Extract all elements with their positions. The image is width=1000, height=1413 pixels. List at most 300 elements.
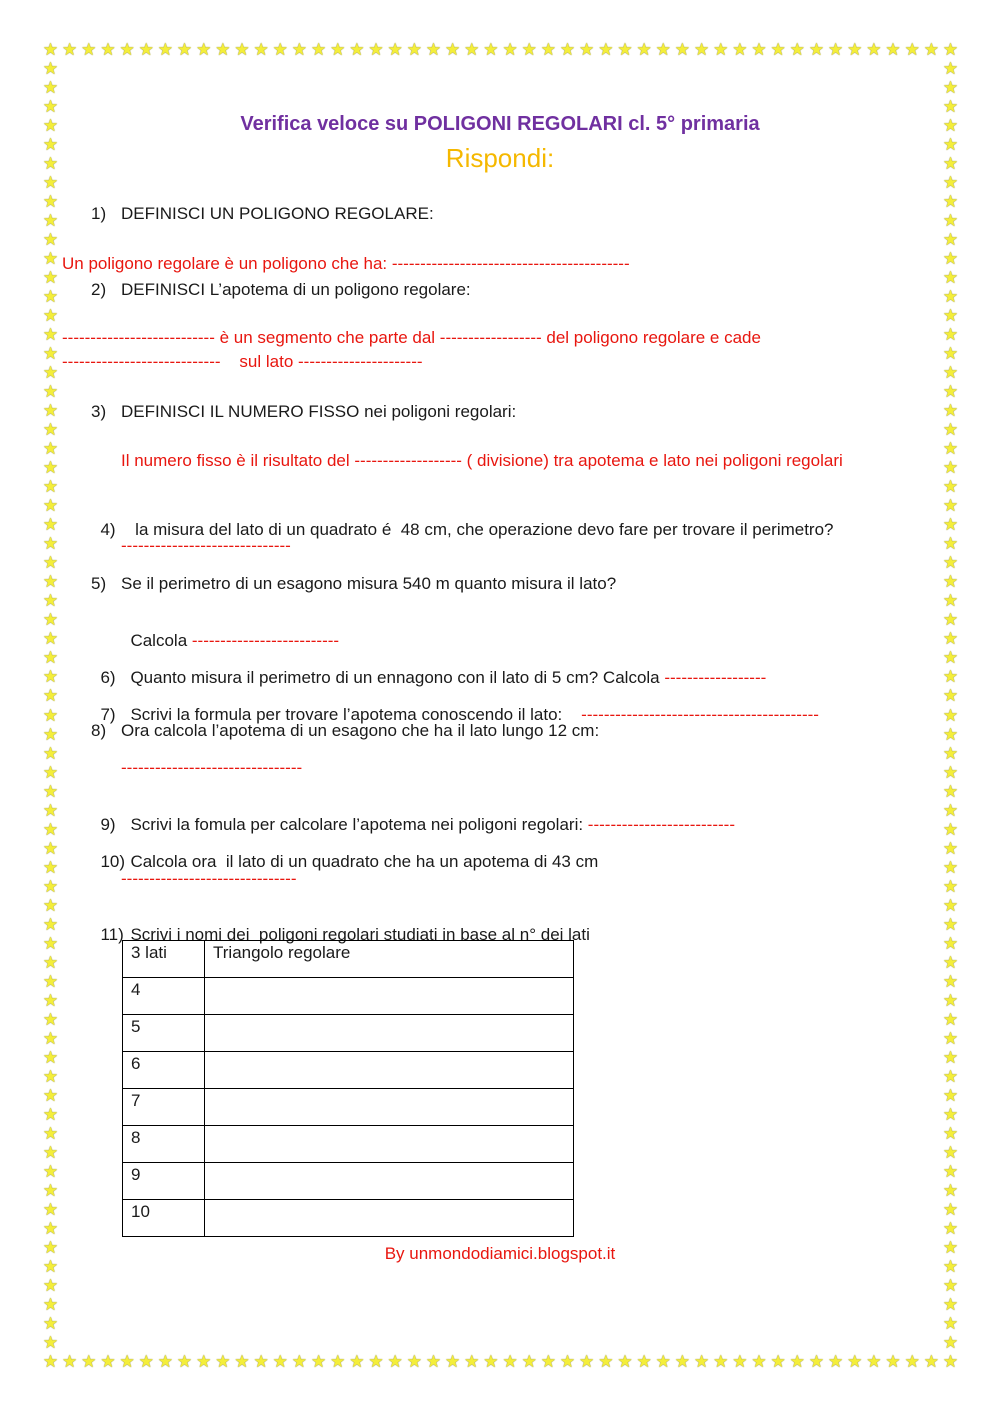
star-icon: ★	[42, 1352, 59, 1371]
answer-8[interactable]: --------------------------------	[121, 758, 303, 777]
star-icon: ★	[942, 819, 959, 839]
star-icon: ★	[42, 287, 59, 307]
answer-3[interactable]: Il numero fisso è il risultato del ------------------- ( divisione) tra apotema e lato nei poligoni regolari	[121, 451, 843, 470]
footer-credit: By unmondodiamici.blogspot.it	[384, 1244, 616, 1263]
star-icon: ★	[502, 40, 518, 59]
star-icon: ★	[42, 1256, 59, 1276]
star-icon: ★	[942, 1237, 959, 1257]
star-icon: ★	[540, 1352, 556, 1371]
star-icon: ★	[942, 1142, 959, 1162]
page-title: Verifica veloce su POLIGONI REGOLARI cl. 5° primaria	[240, 113, 760, 135]
star-icon: ★	[579, 40, 595, 59]
star-icon: ★	[942, 743, 959, 763]
star-icon: ★	[42, 781, 59, 801]
star-icon: ★	[942, 971, 959, 991]
star-icon: ★	[808, 40, 825, 59]
star-icon: ★	[942, 1085, 959, 1105]
star-icon: ★	[693, 1352, 710, 1371]
table-row	[123, 941, 574, 978]
star-icon: ★	[42, 1085, 59, 1105]
sides-cell: 5	[123, 1015, 205, 1052]
star-icon: ★	[42, 705, 59, 725]
star-icon: ★	[42, 439, 59, 459]
star-icon: ★	[636, 40, 652, 59]
star-icon: ★	[942, 591, 959, 611]
star-icon: ★	[942, 876, 959, 896]
star-icon: ★	[310, 40, 327, 59]
star-icon: ★	[196, 40, 212, 59]
question-number: 4)	[100, 520, 116, 539]
question-6	[91, 648, 766, 688]
star-icon: ★	[42, 325, 59, 345]
star-icon: ★	[81, 1352, 97, 1371]
table-row	[123, 1200, 574, 1237]
star-icon: ★	[42, 1218, 59, 1238]
question-2	[91, 280, 471, 300]
star-icon: ★	[942, 553, 959, 573]
star-icon: ★	[674, 40, 691, 59]
star-icon: ★	[617, 1352, 633, 1371]
star-icon: ★	[655, 40, 671, 59]
star-icon: ★	[713, 1352, 729, 1371]
star-icon: ★	[42, 553, 59, 573]
star-icon: ★	[502, 1352, 518, 1371]
star-icon: ★	[598, 1352, 614, 1371]
star-icon: ★	[215, 40, 231, 59]
answer-1[interactable]: Un poligono regolare è un poligono che ha: ------------------------------------------	[62, 254, 630, 273]
star-icon: ★	[42, 515, 59, 535]
star-icon: ★	[406, 40, 422, 59]
star-icon: ★	[751, 40, 767, 59]
star-icon: ★	[942, 781, 959, 801]
polygons-table	[122, 940, 574, 1237]
star-icon: ★	[42, 534, 59, 554]
star-icon: ★	[42, 914, 59, 934]
star-icon: ★	[330, 40, 346, 59]
star-icon: ★	[827, 1352, 844, 1371]
star-icon: ★	[942, 667, 959, 687]
question-number: 10)	[100, 852, 126, 871]
star-icon: ★	[942, 629, 959, 649]
star-icon: ★	[770, 1352, 786, 1371]
star-icon: ★	[42, 1009, 59, 1029]
star-icon: ★	[42, 97, 59, 117]
star-icon: ★	[42, 838, 59, 858]
star-icon: ★	[42, 40, 59, 59]
star-icon: ★	[368, 1352, 384, 1371]
star-icon: ★	[942, 1256, 959, 1276]
star-icon: ★	[942, 1066, 959, 1086]
star-icon: ★	[713, 40, 729, 59]
question-text: Se il perimetro di un esagono misura 540 m quanto misura il lato?	[121, 574, 617, 593]
table-row	[123, 978, 574, 1015]
star-icon: ★	[923, 1352, 939, 1371]
star-icon: ★	[617, 40, 633, 59]
question-number: 7)	[100, 705, 116, 724]
star-icon: ★	[942, 1332, 959, 1352]
answer-2-line-2[interactable]: ---------------------------- sul lato ----------------------	[62, 352, 423, 371]
question-7	[91, 685, 819, 725]
star-icon: ★	[827, 40, 844, 59]
star-icon: ★	[42, 135, 59, 155]
star-icon: ★	[904, 1352, 920, 1371]
star-icon: ★	[942, 154, 959, 174]
star-icon: ★	[42, 363, 59, 383]
star-icon: ★	[42, 420, 59, 440]
star-icon: ★	[942, 1180, 959, 1200]
star-icon: ★	[942, 857, 959, 877]
star-icon: ★	[942, 724, 959, 744]
star-icon: ★	[42, 116, 59, 136]
star-icon: ★	[942, 268, 959, 288]
star-icon: ★	[942, 135, 959, 155]
star-icon: ★	[942, 230, 959, 250]
star-icon: ★	[751, 1352, 767, 1371]
star-icon: ★	[100, 40, 116, 59]
star-icon: ★	[942, 1199, 959, 1219]
star-icon: ★	[42, 1142, 59, 1162]
table-row	[123, 1163, 574, 1200]
star-icon: ★	[866, 40, 882, 59]
star-icon: ★	[942, 1009, 959, 1029]
table-row	[123, 1089, 574, 1126]
star-icon: ★	[636, 1352, 652, 1371]
answer-5[interactable]: --------------------------	[191, 631, 340, 650]
star-icon: ★	[942, 78, 959, 98]
star-icon: ★	[387, 40, 403, 59]
star-icon: ★	[42, 895, 59, 915]
star-icon: ★	[942, 116, 959, 136]
star-icon: ★	[866, 1352, 882, 1371]
star-icon: ★	[42, 990, 59, 1010]
star-icon: ★	[942, 1047, 959, 1067]
star-icon: ★	[42, 857, 59, 877]
star-icon: ★	[693, 40, 710, 59]
star-icon: ★	[732, 40, 748, 59]
question-text: la misura del lato di un quadrato é 48 cm, che operazione devo fare per trovare il perimetro?	[130, 520, 834, 539]
star-icon: ★	[42, 876, 59, 896]
name-cell[interactable]	[205, 1015, 574, 1052]
star-icon: ★	[425, 1352, 442, 1371]
table-row	[123, 1015, 574, 1052]
star-icon: ★	[942, 534, 959, 554]
star-icon: ★	[942, 59, 959, 78]
star-icon: ★	[349, 1352, 365, 1371]
star-icon: ★	[291, 40, 308, 59]
question-number: 8)	[91, 721, 107, 740]
answer-4[interactable]: ------------------------------	[121, 536, 291, 555]
star-icon: ★	[42, 1123, 59, 1143]
star-icon: ★	[234, 40, 250, 59]
question-text: Calcola ora il lato di un quadrato che ha un apotema di 43 cm	[130, 852, 599, 871]
star-icon: ★	[942, 1352, 959, 1371]
star-icon: ★	[42, 173, 59, 193]
star-icon: ★	[42, 401, 59, 421]
question-4	[91, 500, 834, 540]
question-1	[91, 204, 434, 224]
star-icon: ★	[847, 1352, 863, 1371]
star-icon: ★	[885, 1352, 901, 1371]
star-icon: ★	[847, 40, 863, 59]
star-icon: ★	[540, 40, 556, 59]
star-icon: ★	[942, 211, 959, 231]
star-icon: ★	[176, 40, 193, 59]
star-icon: ★	[42, 629, 59, 649]
star-icon: ★	[42, 724, 59, 744]
star-icon: ★	[942, 515, 959, 535]
question-number: 1)	[91, 204, 107, 223]
star-icon: ★	[253, 40, 269, 59]
star-icon: ★	[464, 40, 480, 59]
star-icon: ★	[942, 1294, 959, 1314]
sides-cell: 6	[123, 1052, 205, 1089]
star-icon: ★	[942, 648, 959, 668]
question-number: 5)	[91, 574, 107, 593]
star-icon: ★	[42, 819, 59, 839]
star-icon: ★	[942, 382, 959, 402]
star-icon: ★	[559, 40, 576, 59]
star-icon: ★	[942, 173, 959, 193]
star-icon: ★	[885, 40, 901, 59]
star-icon: ★	[789, 1352, 805, 1371]
star-icon: ★	[42, 686, 59, 706]
star-icon: ★	[904, 40, 920, 59]
star-icon: ★	[138, 1352, 154, 1371]
star-icon: ★	[42, 249, 59, 269]
star-icon: ★	[942, 97, 959, 117]
star-icon: ★	[942, 363, 959, 383]
star-icon: ★	[770, 40, 786, 59]
star-icon: ★	[942, 838, 959, 858]
star-icon: ★	[42, 477, 59, 497]
question-number: 9)	[100, 815, 116, 834]
star-icon: ★	[579, 1352, 595, 1371]
star-icon: ★	[42, 648, 59, 668]
star-icon: ★	[42, 1313, 59, 1333]
star-icon: ★	[42, 591, 59, 611]
star-icon: ★	[42, 1275, 59, 1295]
table-row	[123, 1126, 574, 1163]
star-icon: ★	[789, 40, 805, 59]
star-icon: ★	[349, 40, 365, 59]
question-text: DEFINISCI UN POLIGONO REGOLARE:	[121, 204, 434, 223]
star-icon: ★	[942, 1161, 959, 1181]
star-icon: ★	[42, 306, 59, 326]
answer-9[interactable]: --------------------------	[587, 815, 735, 834]
star-icon: ★	[196, 1352, 212, 1371]
star-icon: ★	[942, 686, 959, 706]
name-cell[interactable]	[205, 1163, 574, 1200]
star-icon: ★	[42, 1332, 59, 1352]
star-icon: ★	[272, 40, 288, 59]
name-cell[interactable]	[205, 1052, 574, 1089]
star-icon: ★	[942, 420, 959, 440]
star-icon: ★	[942, 572, 959, 592]
star-icon: ★	[119, 1352, 135, 1371]
question-number: 11)	[100, 925, 124, 944]
star-icon: ★	[119, 40, 135, 59]
star-icon: ★	[42, 1028, 59, 1048]
star-icon: ★	[42, 610, 59, 630]
page-subtitle: Rispondi:	[445, 143, 555, 173]
sides-cell: 10	[123, 1200, 205, 1237]
table-row	[123, 1052, 574, 1089]
star-icon: ★	[445, 1352, 461, 1371]
star-icon: ★	[234, 1352, 250, 1371]
star-icon: ★	[942, 192, 959, 212]
calc-label: Calcola	[130, 631, 192, 650]
question-number: 2)	[91, 280, 107, 299]
question-text: Scrivi i nomi dei poligoni regolari studiati in base al n° dei lati	[130, 925, 590, 944]
star-icon: ★	[42, 458, 59, 478]
star-icon: ★	[942, 496, 959, 516]
star-icon: ★	[732, 1352, 748, 1371]
star-icon: ★	[81, 40, 97, 59]
question-text: Ora calcola l’apotema di un esagono che ha il lato lungo 12 cm:	[121, 721, 600, 740]
star-icon: ★	[253, 1352, 269, 1371]
star-icon: ★	[942, 800, 959, 820]
star-icon: ★	[330, 1352, 346, 1371]
star-icon: ★	[942, 439, 959, 459]
star-icon: ★	[291, 1352, 308, 1371]
star-icon: ★	[215, 1352, 231, 1371]
name-cell[interactable]	[205, 1089, 574, 1126]
star-icon: ★	[483, 40, 499, 59]
star-icon: ★	[272, 1352, 288, 1371]
star-icon: ★	[138, 40, 154, 59]
question-5	[91, 574, 616, 594]
star-icon: ★	[942, 705, 959, 725]
star-icon: ★	[942, 344, 959, 364]
star-icon: ★	[42, 800, 59, 820]
star-icon: ★	[42, 382, 59, 402]
star-icon: ★	[942, 914, 959, 934]
star-icon: ★	[598, 40, 614, 59]
star-icon: ★	[406, 1352, 422, 1371]
star-icon: ★	[942, 762, 959, 782]
star-icon: ★	[942, 990, 959, 1010]
answer-6[interactable]: ------------------	[664, 668, 767, 687]
star-icon: ★	[42, 971, 59, 991]
question-10	[91, 832, 598, 872]
name-cell[interactable]	[205, 978, 574, 1015]
sides-cell: 7	[123, 1089, 205, 1126]
star-icon: ★	[42, 1199, 59, 1219]
question-text: DEFINISCI L’apotema di un poligono regolare:	[121, 280, 471, 299]
question-3	[91, 402, 516, 422]
star-icon: ★	[42, 268, 59, 288]
star-icon: ★	[464, 1352, 480, 1371]
sides-cell: 3 lati	[123, 941, 205, 978]
star-icon: ★	[42, 933, 59, 953]
star-icon: ★	[942, 1313, 959, 1333]
question-11	[91, 905, 590, 945]
star-icon: ★	[942, 40, 959, 59]
star-icon: ★	[42, 1066, 59, 1086]
star-icon: ★	[387, 1352, 403, 1371]
star-icon: ★	[942, 1123, 959, 1143]
star-icon: ★	[942, 325, 959, 345]
star-icon: ★	[942, 458, 959, 478]
star-icon: ★	[483, 1352, 499, 1371]
star-icon: ★	[42, 78, 59, 98]
sides-cell: 9	[123, 1163, 205, 1200]
question-text: DEFINISCI IL NUMERO FISSO nei poligoni regolari:	[121, 402, 517, 421]
question-text: Scrivi la formula per trovare l’apotema conoscendo il lato:	[130, 705, 582, 724]
star-icon: ★	[42, 1161, 59, 1181]
star-icon: ★	[808, 1352, 825, 1371]
star-icon: ★	[942, 401, 959, 421]
star-icon: ★	[923, 40, 939, 59]
star-icon: ★	[62, 1352, 78, 1371]
star-icon: ★	[445, 40, 461, 59]
question-number: 6)	[100, 668, 116, 687]
star-icon: ★	[42, 743, 59, 763]
star-icon: ★	[942, 610, 959, 630]
answer-2-line-1[interactable]: --------------------------- è un segmento che parte dal ------------------ del poligono regolare e cade	[62, 328, 761, 347]
star-icon: ★	[559, 1352, 576, 1371]
calc-line-5	[121, 611, 339, 651]
question-number: 3)	[91, 402, 107, 421]
question-8	[91, 721, 599, 741]
star-icon: ★	[942, 249, 959, 269]
star-icon: ★	[100, 1352, 116, 1371]
star-icon: ★	[157, 1352, 174, 1371]
sides-cell: 8	[123, 1126, 205, 1163]
star-icon: ★	[42, 1294, 59, 1314]
star-icon: ★	[942, 1104, 959, 1124]
star-icon: ★	[62, 40, 78, 59]
question-9	[91, 795, 735, 835]
name-cell[interactable]: Triangolo regolare	[205, 941, 574, 978]
sides-cell: 4	[123, 978, 205, 1015]
star-icon: ★	[42, 1047, 59, 1067]
star-icon: ★	[42, 667, 59, 687]
star-icon: ★	[176, 1352, 193, 1371]
star-icon: ★	[42, 344, 59, 364]
answer-7[interactable]: ------------------------------------------	[581, 705, 819, 724]
star-icon: ★	[942, 933, 959, 953]
star-icon: ★	[942, 895, 959, 915]
star-icon: ★	[42, 211, 59, 231]
star-icon: ★	[368, 40, 384, 59]
star-icon: ★	[521, 40, 537, 59]
star-icon: ★	[942, 952, 959, 972]
name-cell[interactable]	[205, 1200, 574, 1237]
answer-10[interactable]: -------------------------------	[121, 869, 297, 888]
star-icon: ★	[42, 572, 59, 592]
star-icon: ★	[942, 1275, 959, 1295]
star-icon: ★	[42, 1180, 59, 1200]
star-icon: ★	[521, 1352, 537, 1371]
star-icon: ★	[310, 1352, 327, 1371]
star-icon: ★	[42, 1104, 59, 1124]
star-icon: ★	[942, 306, 959, 326]
star-icon: ★	[425, 40, 442, 59]
star-icon: ★	[42, 952, 59, 972]
question-text: Scrivi la fomula per calcolare l’apotema nei poligoni regolari:	[130, 815, 588, 834]
star-icon: ★	[157, 40, 174, 59]
star-icon: ★	[942, 477, 959, 497]
star-icon: ★	[42, 230, 59, 250]
star-icon: ★	[674, 1352, 691, 1371]
star-icon: ★	[942, 1218, 959, 1238]
star-icon: ★	[42, 154, 59, 174]
star-icon: ★	[42, 762, 59, 782]
star-icon: ★	[655, 1352, 671, 1371]
name-cell[interactable]	[205, 1126, 574, 1163]
star-icon: ★	[42, 496, 59, 516]
